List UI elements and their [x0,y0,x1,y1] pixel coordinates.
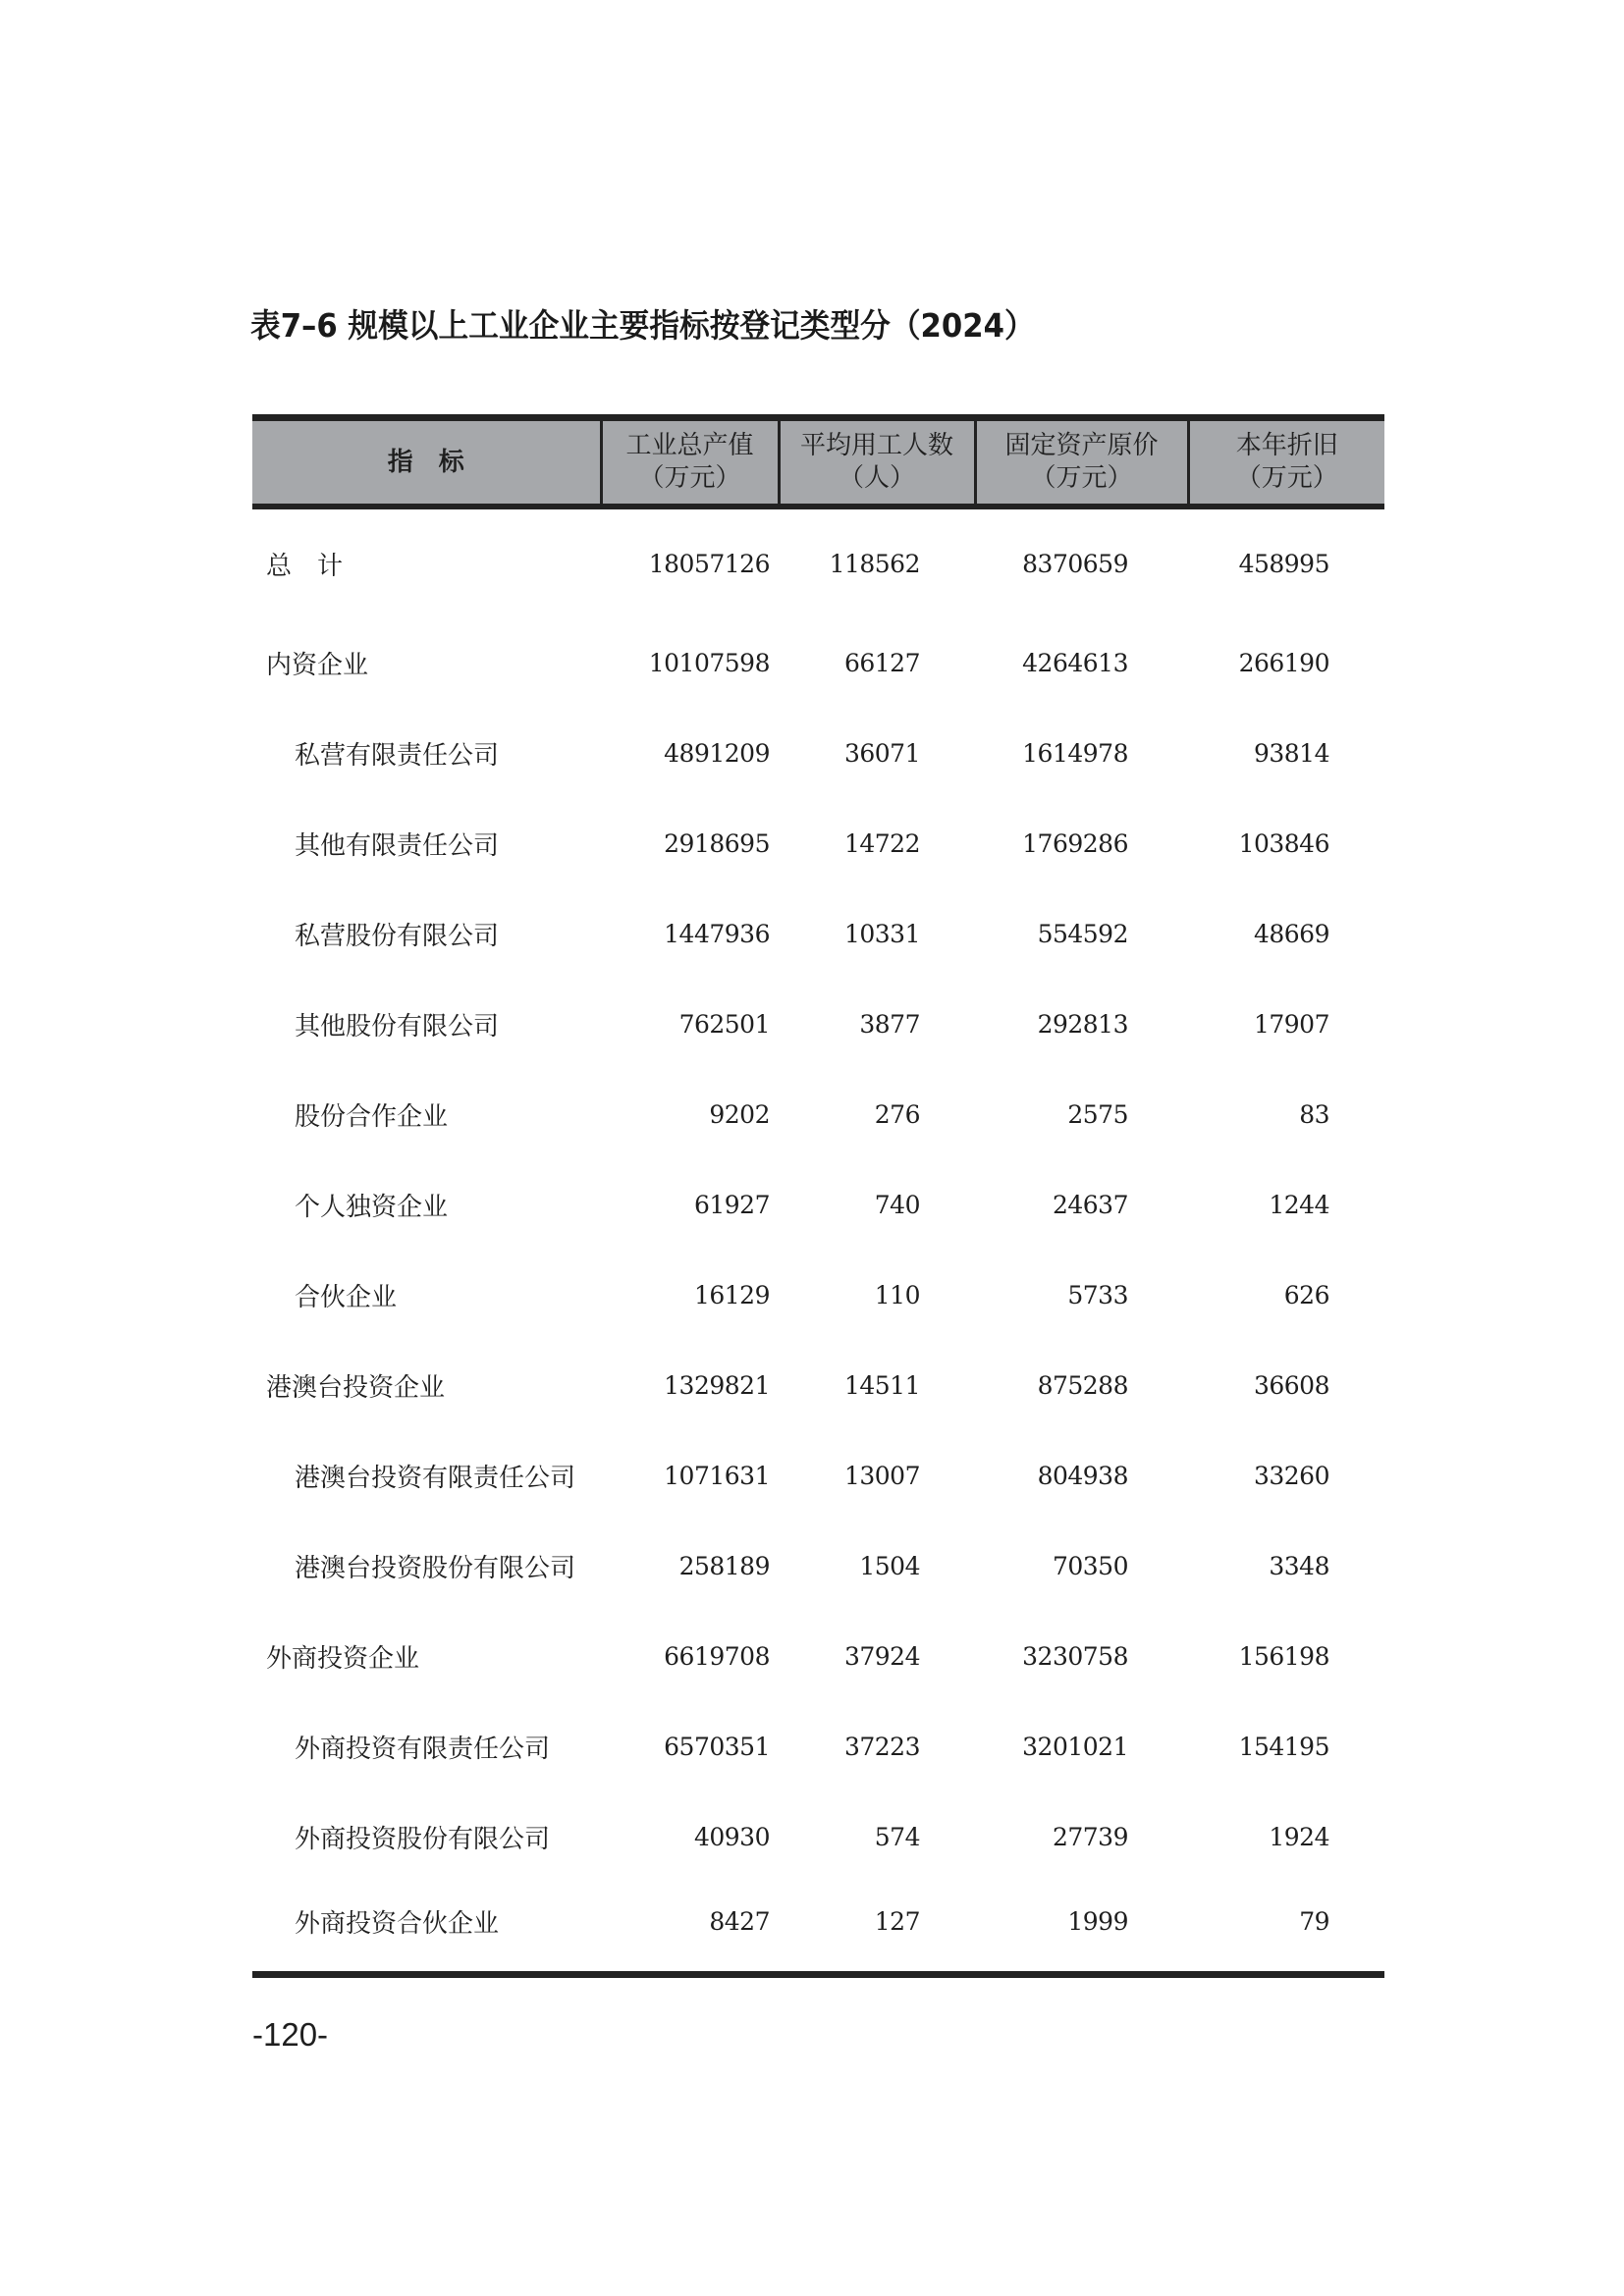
cell-value: 2575 [1067,1099,1128,1129]
cell-value: 1769286 [1022,828,1128,858]
cell-value: 266190 [1238,648,1329,677]
cell-value: 156198 [1238,1641,1329,1671]
table-row [252,1521,1384,1611]
cell-value: 8370659 [1022,549,1128,578]
row-label: 合伙企业 [295,1282,398,1312]
cell-value: 1504 [859,1551,920,1580]
header-label: 本年折旧 [1235,431,1338,460]
row-label: 其他有限责任公司 [295,830,500,861]
table-row [252,1701,1384,1791]
cell-value: 70350 [1052,1551,1128,1580]
cell-value: 18057126 [648,549,770,578]
row-label: 港澳台投资有限责任公司 [295,1463,576,1493]
cell-value: 292813 [1037,1009,1128,1039]
cell-value: 458995 [1238,549,1329,578]
cell-value: 14722 [843,828,920,858]
cell-value: 17907 [1253,1009,1329,1039]
cell-value: 8427 [709,1906,770,1936]
header-label: 平均用工人数 [799,431,953,460]
header-gross-output [601,418,779,507]
cell-value: 6619708 [664,1641,770,1671]
table-row [252,1250,1384,1340]
table-row [252,507,1384,617]
table-title: 表7–6 规模以上工业企业主要指标按登记类型分（2024） [250,306,1035,345]
cell-value: 10107598 [648,648,770,677]
header-indicator [252,418,601,507]
cell-value: 1244 [1269,1190,1329,1219]
cell-value: 1924 [1269,1822,1329,1851]
row-label: 港澳台投资股份有限公司 [295,1553,576,1583]
cell-value: 276 [874,1099,920,1129]
table-row [252,1069,1384,1159]
row-label: 港澳台投资企业 [266,1372,446,1403]
cell-value: 1999 [1067,1906,1128,1936]
cell-value: 154195 [1238,1732,1329,1761]
cell-value: 37924 [843,1641,920,1671]
header-avg-employees [779,418,975,507]
row-label: 内资企业 [266,650,369,680]
cell-value: 37223 [843,1732,920,1761]
cell-value: 804938 [1037,1461,1128,1490]
table-row [252,617,1384,708]
cell-value: 27739 [1052,1822,1128,1851]
cell-value: 36608 [1253,1370,1329,1400]
cell-value: 3230758 [1022,1641,1128,1671]
table-row [252,888,1384,979]
cell-value: 66127 [843,648,920,677]
cell-value: 127 [874,1906,920,1936]
cell-value: 1329821 [664,1370,770,1400]
cell-value: 3348 [1269,1551,1329,1580]
header-unit: （万元） [1235,463,1338,493]
cell-value: 10331 [843,919,920,948]
statistics-table [252,414,1384,1960]
table-row [252,979,1384,1069]
cell-value: 33260 [1253,1461,1329,1490]
header-unit: （万元） [1030,463,1133,493]
cell-value: 258189 [678,1551,770,1580]
cell-value: 1447936 [664,919,770,948]
cell-value: 740 [874,1190,920,1219]
table-row [252,798,1384,888]
page-number: -120- [252,2016,329,2053]
row-label: 私营有限责任公司 [295,740,500,771]
cell-value: 554592 [1037,919,1128,948]
cell-value: 626 [1283,1280,1329,1309]
table-row [252,1791,1384,1882]
cell-value: 1614978 [1022,738,1128,768]
cell-value: 93814 [1253,738,1329,768]
table-row [252,1340,1384,1430]
cell-value: 14511 [843,1370,920,1400]
table-row [252,1430,1384,1521]
cell-value: 1071631 [664,1461,770,1490]
cell-value: 110 [874,1280,920,1309]
header-label: 工业总产值 [625,431,754,460]
cell-value: 875288 [1037,1370,1128,1400]
cell-value: 118562 [829,549,920,578]
row-label: 外商投资企业 [266,1643,420,1674]
cell-value: 83 [1299,1099,1329,1129]
row-label: 总计 [266,551,369,581]
header-unit: （人） [838,463,915,493]
cell-value: 9202 [709,1099,770,1129]
header-row [252,418,1384,507]
row-label: 外商投资合伙企业 [295,1908,500,1939]
row-label: 私营股份有限公司 [295,921,500,951]
cell-value: 574 [874,1822,920,1851]
cell-value: 40930 [693,1822,770,1851]
table-row [252,1611,1384,1701]
row-label: 个人独资企业 [295,1192,449,1222]
table-header [252,418,1384,507]
cell-value: 762501 [678,1009,770,1039]
table-body [252,507,1384,1960]
cell-value: 13007 [843,1461,920,1490]
statistics-table-container [252,414,1384,1960]
header-depreciation [1188,418,1384,507]
bottom-rule [252,1971,1384,1978]
table-row [252,1882,1384,1960]
row-label: 外商投资股份有限公司 [295,1824,551,1854]
table-row [252,1159,1384,1250]
cell-value: 61927 [693,1190,770,1219]
row-label: 外商投资有限责任公司 [295,1734,551,1764]
row-label: 股份合作企业 [295,1101,449,1132]
cell-value: 36071 [843,738,920,768]
header-label: 固定资产原价 [1004,431,1159,460]
cell-value: 4264613 [1022,648,1128,677]
header-fixed-assets [975,418,1188,507]
header-unit: （万元） [638,463,741,493]
cell-value: 79 [1299,1906,1329,1936]
cell-value: 48669 [1253,919,1329,948]
row-label: 其他股份有限公司 [295,1011,500,1041]
cell-value: 4891209 [664,738,770,768]
cell-value: 3877 [859,1009,920,1039]
cell-value: 24637 [1052,1190,1128,1219]
cell-value: 2918695 [664,828,770,858]
cell-value: 6570351 [664,1732,770,1761]
cell-value: 103846 [1238,828,1329,858]
header-indicator-label: 指标 [387,447,490,477]
table-row [252,708,1384,798]
cell-value: 5733 [1067,1280,1128,1309]
cell-value: 3201021 [1022,1732,1128,1761]
cell-value: 16129 [693,1280,770,1309]
